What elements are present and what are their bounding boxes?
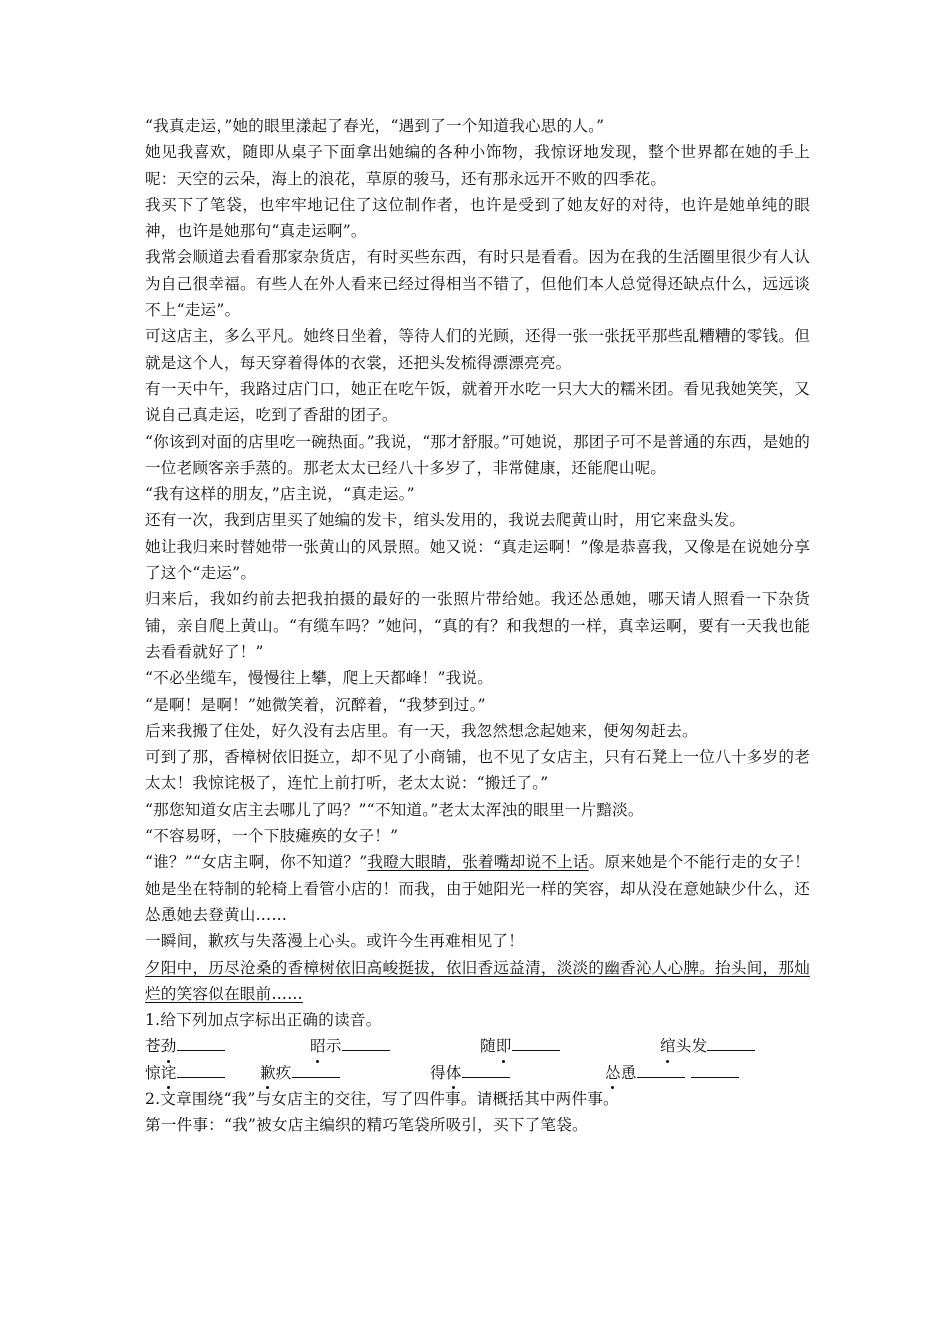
paragraph-1: “我真走运，”她的眼里漾起了春光，“遇到了一个知道我心思的人。” [145,117,605,135]
question-2-title: 2.文章围绕“我”与女店主的交往，写了四件事。请概括其中两件事。 [145,1089,619,1108]
answer-blank[interactable] [177,1036,225,1051]
answer-blank[interactable] [691,1063,739,1078]
answer-blank[interactable] [292,1063,340,1078]
underline-pre-text: “谁？”“女店主啊，你不知道？” [145,853,368,872]
q1-dotted-char: 即 [496,1033,512,1059]
paragraph-ending-underlined: 夕阳中，历尽沧桑的香樟树依旧高峻挺拔，依旧香远益清，淡淡的幽香沁人心脾。抬头间，那灿烂的笑容似在眼前…… [145,958,810,1003]
q1-dotted-char: 绾 [660,1033,676,1059]
q1-item-jingcha: 惊诧 [145,1060,260,1086]
answer-blank[interactable] [342,1036,390,1051]
paragraph-with-underline [145,849,810,928]
paragraph-17: “不容易呀，一个下肢瘫痪的女子！” [145,827,399,846]
q1-dotted-char: 歉 [260,1060,276,1086]
question-1-title: 1.给下列加点字标出正确的读音。 [145,1011,382,1030]
q1-item-suiji: 随即 [480,1033,660,1059]
paragraph-8: “我有这样的朋友，”店主说，“真走运。” [145,485,415,504]
document-page [145,113,810,1139]
q1-item-songyong: 怂恿 [605,1060,739,1086]
answer-blank[interactable] [462,1063,510,1078]
answer-blank[interactable] [512,1036,560,1051]
paragraph-10: 她让我归来时替她带一张黄山的风景照。她又说：“真走运啊！”像是恭喜我，又像是在说她分享了这个“走运”。 [145,537,810,583]
question-1-row-1 [145,1033,810,1059]
question-2-first-event: 第一件事：“我”被女店主编织的精巧笔袋所吸引，买下了笔袋。 [145,1116,588,1135]
answer-blank[interactable] [637,1063,685,1078]
q1-dotted-char: 昭 [310,1033,326,1059]
underline-post-text: 。原来她是个不能行走的女子！她是坐在特制的轮椅上看管小店的！而我，由于她阳光一样的笑容，却从没在意她缺少什么，还怂恿她去登黄山…… [145,853,810,924]
paragraph-12: “不必坐缆车，慢慢往上攀，爬上天都峰！”我说。 [145,669,494,688]
paragraph-11: 归来后，我如约前去把我拍摄的最好的一张照片带给她。我还怂恿她，哪天请人照看一下杂货铺，亲自爬上黄山。“有缆车吗？”她问，“真的有？和我想的一样，真幸运啊，要有一天我也能去看看就好了！” [145,590,810,661]
question-1-row-2 [145,1060,810,1086]
paragraph-3: 我买下了笔袋，也牢牢地记住了这位制作者，也许是受到了她友好的对待，也许是她单纯的眼神，也许是她那句“真走运啊”。 [145,195,810,241]
q1-dotted-char: 体 [446,1060,462,1086]
q1-dotted-char: 怂 [605,1060,621,1086]
paragraph-16: “那您知道女店主去哪儿了吗？”“不知道。”老太太浑浊的眼里一片黯淡。 [145,800,644,819]
paragraph-4: 我常会顺道去看看那家杂货店，有时买些东西，有时只是看看。因为在我的生活圈里很少有人认为自己很幸福。有些人在外人看来已经过得相当不错了，但他们本人总觉得还缺点什么，远远谈不上“走运”。 [145,248,810,320]
paragraph-5: 可这店主，多么平凡。她终日坐着，等待人们的光顾，还得一张一张抚平那些乱糟糟的零钱。但就是这个人，每天穿着得体的衣裳，还把头发梳得漂漂亮亮。 [145,327,810,372]
answer-blank[interactable] [707,1036,755,1051]
paragraph-14: 后来我搬了住处，好久没有去店里。有一天，我忽然想念起她来，便匆匆赶去。 [145,721,698,740]
paragraph-13: “是啊！是啊！”她微笑着，沉醉着，“我梦到过。” [145,695,486,714]
underlined-sentence: 我瞪大眼睛，张着嘴却说不上话 [367,853,589,872]
paragraph-15: 可到了那，香樟树依旧挺立，却不见了小商铺，也不见了女店主，只有石凳上一位八十多岁的老太太！我惊诧极了，连忙上前打听，老太太说：“搬迁了。” [145,748,810,793]
q1-item-zhaoshi: 昭示 [310,1033,480,1059]
paragraph-6: 有一天中午，我路过店门口，她正在吃午饭，就着开水吃一只大大的糯米团。看见我她笑笑，又说自己真走运，吃到了香甜的团子。 [145,379,810,425]
q1-item-qianjiu: 歉疚 [260,1060,430,1086]
paragraph-7: “你该到对面的店里吃一碗热面。”我说，“那才舒服。”可她说，那团子可不是普通的东西，是她的一位老顾客亲手蒸的。那老太太已经八十多岁了，非常健康，还能爬山呢。 [145,432,810,477]
q1-item-deti: 得体 [430,1060,605,1086]
answer-blank[interactable] [177,1063,225,1078]
q1-item-wantoufa: 绾头发 [660,1033,755,1059]
paragraph-2: 她见我喜欢，随即从桌子下面拿出她编的各种小饰物，我惊讶地发现，整个世界都在她的手上呢：天空的云朵，海上的浪花，草原的骏马，还有那永远开不败的四季花。 [145,143,810,188]
paragraph-9: 还有一次，我到店里买了她编的发卡，绾头发用的，我说去爬黄山时，用它来盘头发。 [145,511,746,530]
q1-dotted-char: 劲 [161,1033,177,1059]
q1-item-canjing: 苍劲 [145,1033,310,1059]
q1-dotted-char: 诧 [161,1060,177,1086]
paragraph-regret: 一瞬间，歉疚与失落漫上心头。或许今生再难相见了！ [145,932,525,951]
